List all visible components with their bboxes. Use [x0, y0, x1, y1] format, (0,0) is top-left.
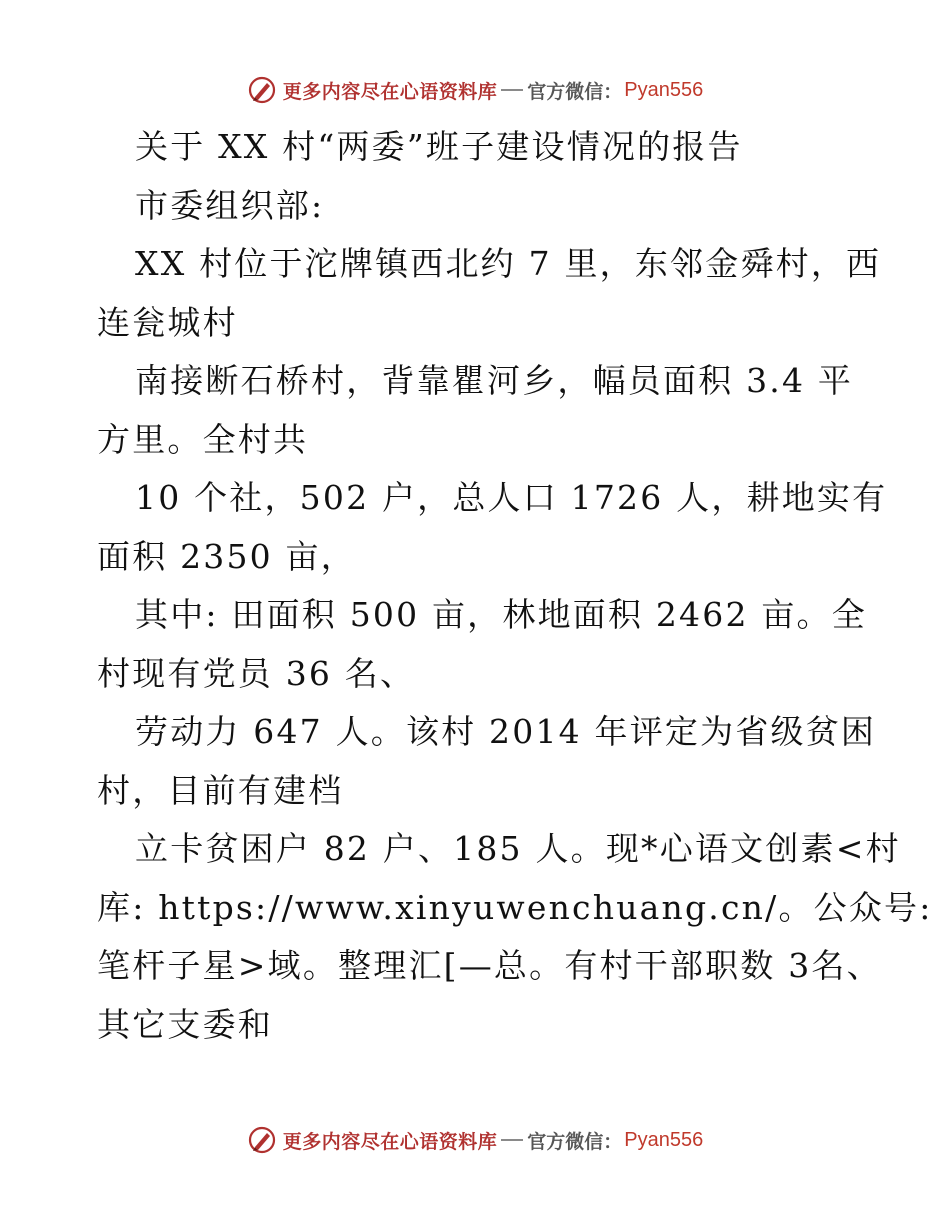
footer-brand-text: 更多内容尽在心语资料库 — [282, 1130, 498, 1153]
header-wechat-id: Pyan556 — [624, 78, 704, 101]
body-line: 方里。全村共 — [97, 419, 309, 459]
pen-seal-icon — [247, 75, 277, 105]
footer-wechat-id: Pyan556 — [624, 1128, 704, 1151]
body-line: 面积 2350 亩， — [97, 536, 356, 576]
pen-seal-icon — [247, 1125, 277, 1155]
body-line: 立卡贫困户 82 户、185 人。现*心语文创素<村 — [135, 829, 901, 868]
body-line: 南接断石桥村，背靠瞿河乡，幅员面积 3.4 平 — [135, 361, 854, 400]
body-line: 其中: 田面积 500 亩，林地面积 2462 亩。全 — [135, 595, 867, 634]
footer-dash — [501, 1139, 523, 1141]
body-line: 村现有党员 36 名、 — [97, 653, 416, 693]
body-line: 劳动力 647 人。该村 2014 年评定为省级贫困 — [135, 712, 877, 751]
header-banner — [0, 70, 950, 110]
header-brand-text: 更多内容尽在心语资料库 — [282, 80, 498, 103]
body-line: 笔杆子星>域。整理汇[—总。有村干部职数 3名、 — [97, 946, 882, 985]
body-line: 库: https://www.xinyuwenchuang.cn/。公众号: — [97, 887, 933, 927]
header-wechat-label: 官方微信： — [527, 80, 623, 103]
document-body — [97, 118, 933, 1054]
body-line: 10 个社，502 户，总人口 1726 人，耕地实有 — [135, 478, 888, 517]
body-line: 其它支委和 — [97, 1004, 273, 1044]
footer-wechat-label: 官方微信： — [527, 1130, 623, 1153]
body-line: XX 村位于沱牌镇西北约 7 里，东邻金舜村，西 — [135, 244, 882, 283]
body-line: 村，目前有建档 — [97, 770, 344, 810]
salutation: 市委组织部: — [135, 185, 325, 225]
document-title: 关于 XX 村“两委”班子建设情况的报告 — [135, 127, 743, 166]
header-dash — [501, 89, 523, 91]
footer-banner — [0, 1120, 950, 1160]
body-line: 连瓮城村 — [97, 302, 238, 342]
